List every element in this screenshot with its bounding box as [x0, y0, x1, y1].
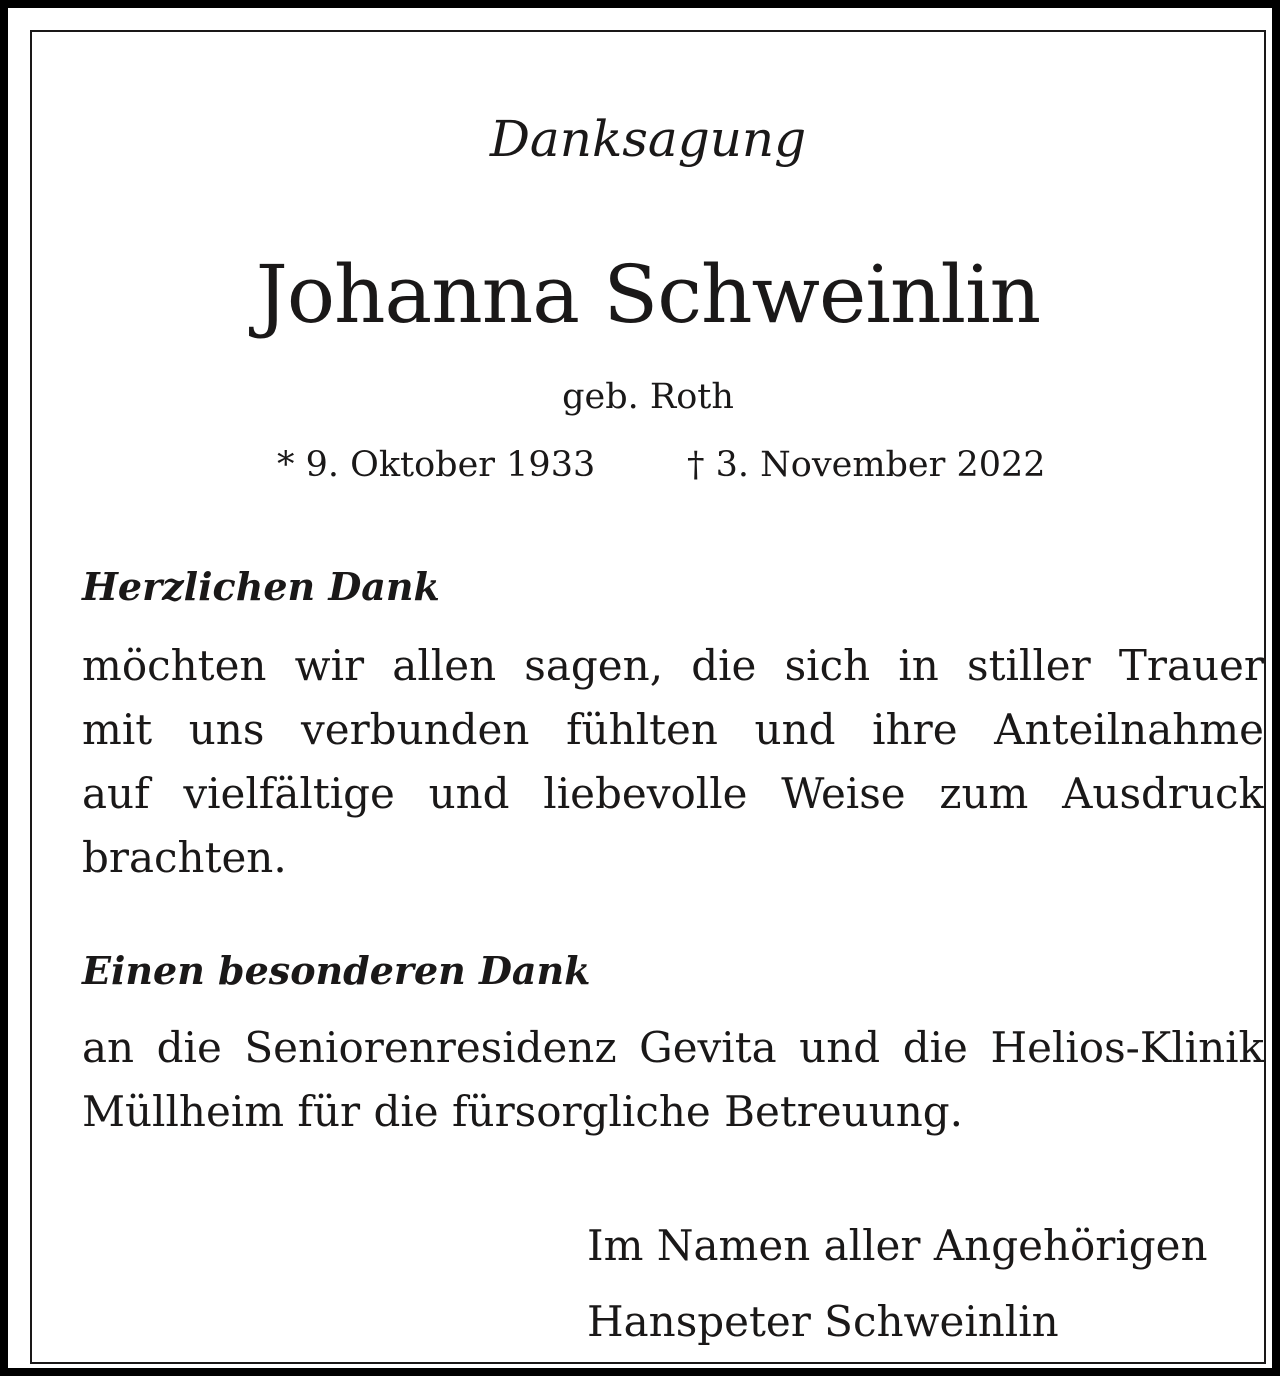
- section-title-herzlichen-dank: Herzlichen Dank: [82, 564, 440, 609]
- maiden-name: geb. Roth: [562, 377, 734, 417]
- deceased-name: Johanna Schweinlin: [255, 248, 1041, 341]
- signature-line: Im Namen aller Angehörigen: [587, 1221, 1208, 1270]
- section-text-special-thanks: [82, 1016, 1264, 1144]
- notice-page: [8, 8, 1272, 1368]
- text-line: auf vielfältige und liebevolle Weise zum Ausdruck: [82, 769, 1264, 818]
- text-line: an die Seniorenresidenz Gevita und die Helios-Klinik: [82, 1023, 1264, 1072]
- section-title-besonderer-dank: Einen besonderen Dank: [82, 948, 591, 993]
- text-line: möchten wir allen sagen, die sich in stiller Trauer: [82, 641, 1264, 690]
- section-text-thanks: [82, 634, 1264, 890]
- text-line: brachten.: [82, 833, 287, 882]
- text-line: Müllheim für die fürsorgliche Betreuung.: [82, 1087, 964, 1136]
- birth-date: * 9. Oktober 1933: [277, 445, 596, 485]
- notice-heading: Danksagung: [489, 110, 807, 168]
- signature-name: Hanspeter Schweinlin: [587, 1297, 1059, 1346]
- death-date: † 3. November 2022: [687, 445, 1046, 485]
- text-line: mit uns verbunden fühlten und ihre Anteilnahme: [82, 705, 1264, 754]
- notice-frame: [30, 30, 1266, 1364]
